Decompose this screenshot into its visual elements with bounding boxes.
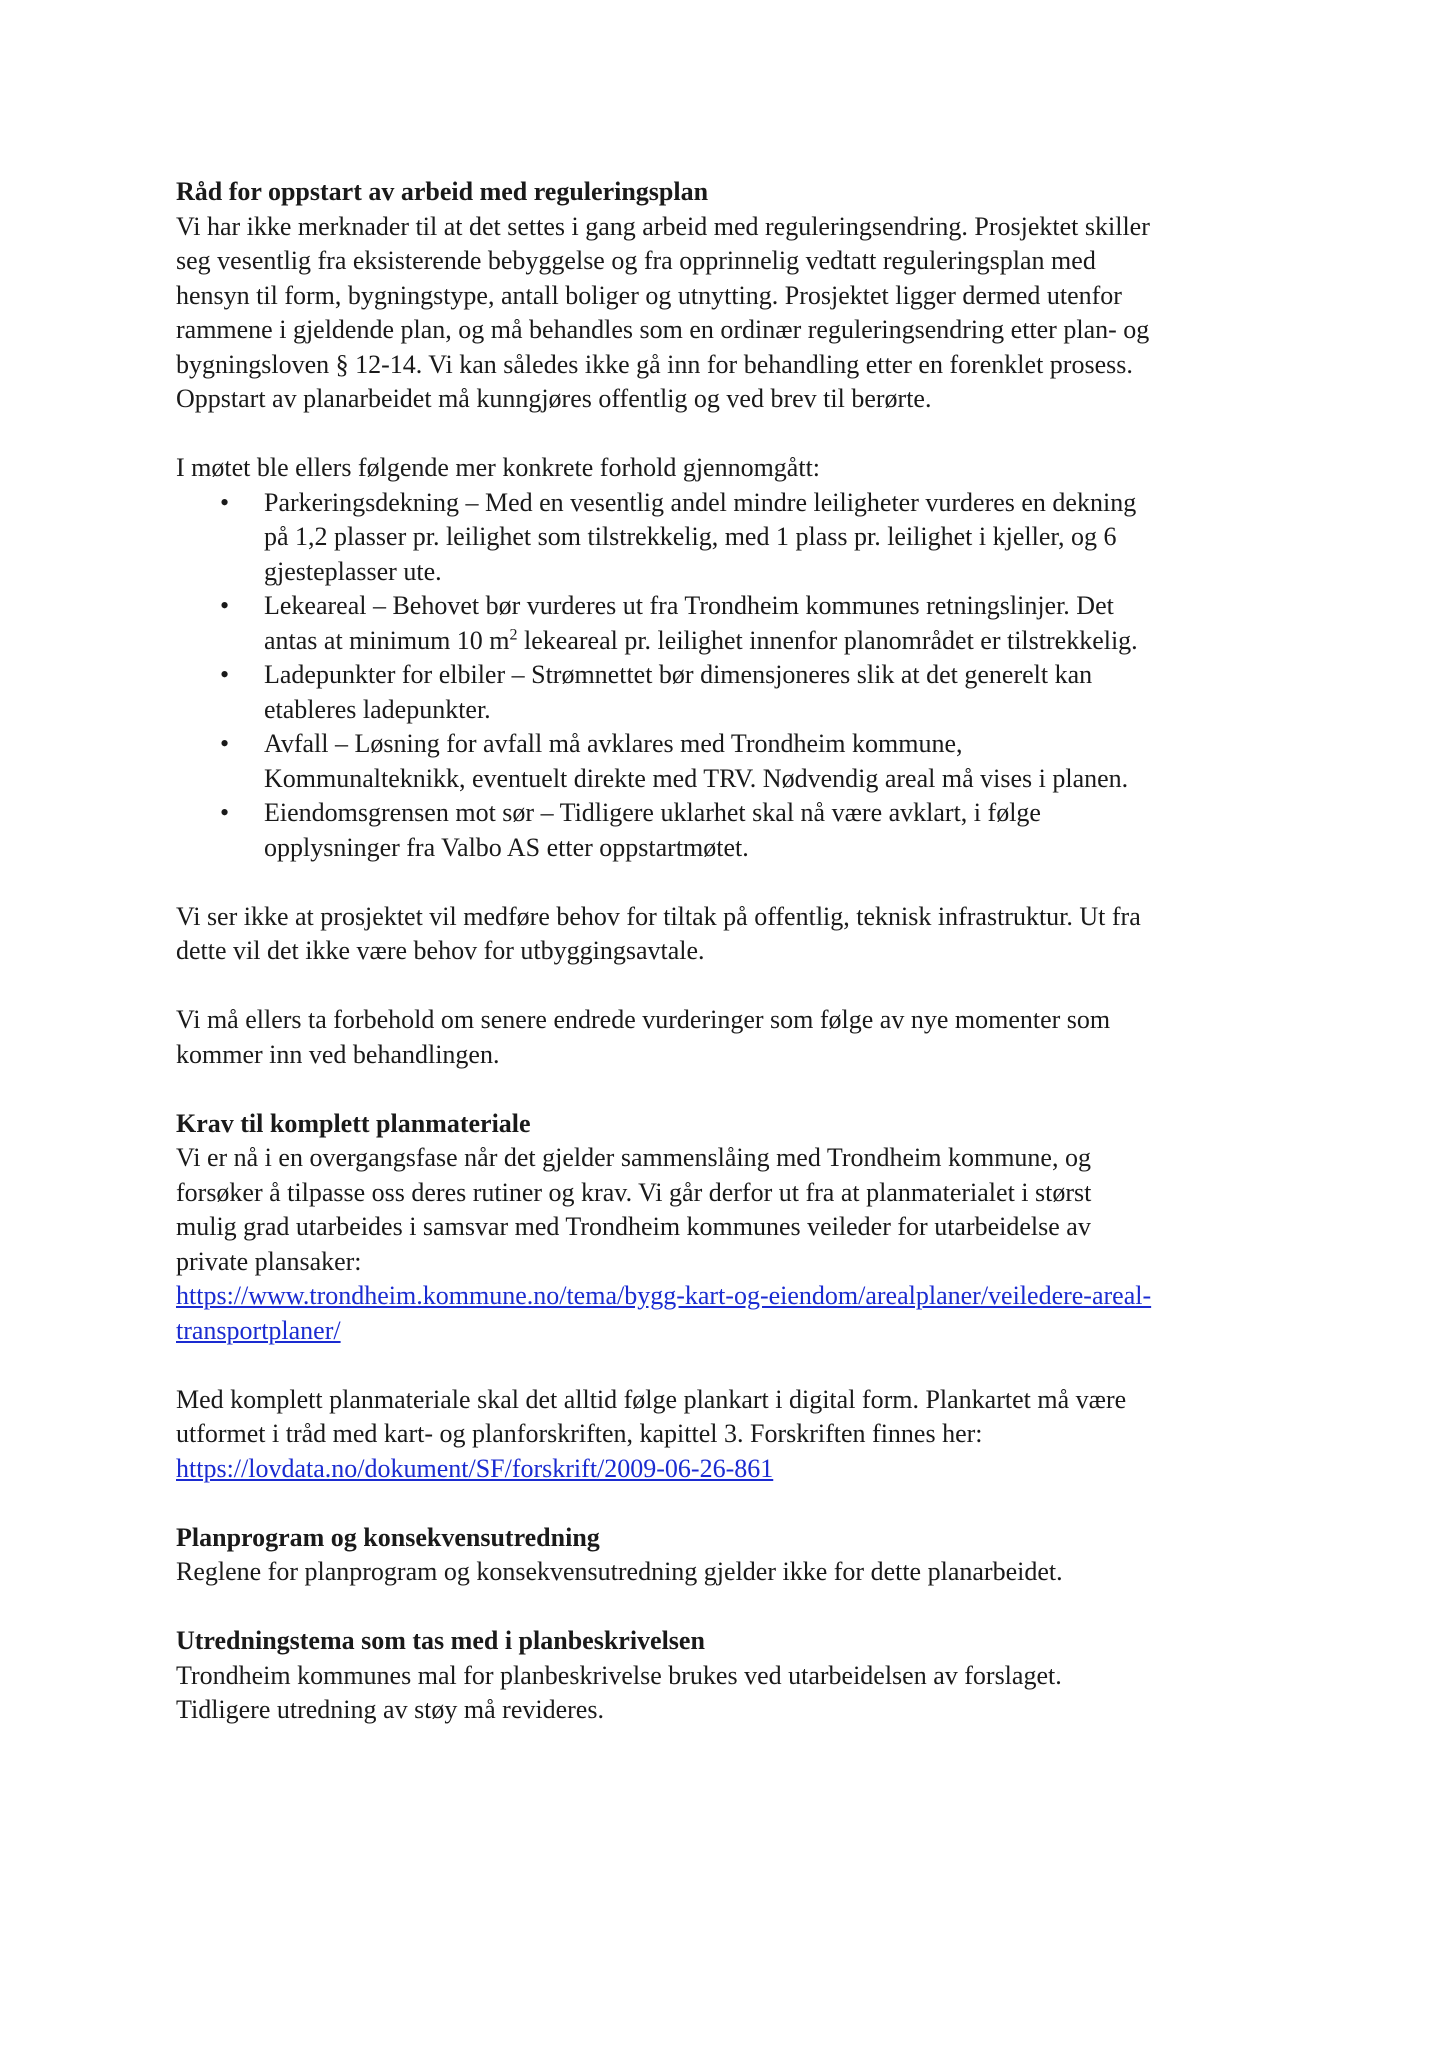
text-line: rammene i gjeldende plan, og må behandles som en ordinær reguleringsendring etter plan- og	[176, 315, 1150, 344]
text-line: seg vesentlig fra eksisterende bebyggelse og fra opprinnelig vedtatt reguleringsplan med	[176, 246, 1096, 275]
meeting-intro: I møtet ble ellers følgende mer konkrete forhold gjennomgått:	[176, 453, 821, 482]
text-line: etableres ladepunkter.	[264, 694, 491, 724]
paragraph-infrastructure	[176, 900, 1286, 969]
text-line: Lekeareal – Behovet bør vurderes ut fra Trondheim kommunes retningslinjer. Det	[264, 591, 1114, 620]
text-line: Ladepunkter for elbiler – Strømnettet bør dimensjoneres slik at det generelt kan	[264, 660, 1093, 689]
list-item	[176, 486, 1286, 590]
list-item	[176, 796, 1286, 865]
list-item	[176, 658, 1286, 727]
meeting-list	[176, 486, 1286, 866]
text-line: kommer inn ved behandlingen.	[176, 1039, 500, 1069]
text-line: antas at minimum 10 m	[264, 625, 510, 655]
bullet-icon: •	[220, 487, 230, 517]
heading-utredningstema: Utredningstema som tas med i planbeskrivelsen	[176, 1626, 705, 1655]
text-line: private plansaker:	[176, 1246, 362, 1276]
text-line: dette vil det ikke være behov for utbyggingsavtale.	[176, 936, 705, 965]
list-item	[176, 727, 1286, 796]
link-trondheim-veiledere[interactable]: https://www.trondheim.kommune.no/tema/bygg-kart-og-eiendom/arealplaner/veiledere-areal- transportplaner/	[176, 1281, 1152, 1345]
text-line: Oppstart av planarbeidet må kunngjøres offentlig og ved brev til berørte.	[176, 384, 932, 413]
bullet-icon: •	[220, 591, 230, 620]
text-line: utformet i tråd med kart- og planforskriften, kapittel 3. Forskriften finnes her:	[176, 1419, 983, 1448]
text-line: Eiendomsgrensen mot sør – Tidligere uklarhet skal nå være avklart, i følge	[264, 798, 1041, 827]
paragraph-reservation	[176, 1003, 1286, 1072]
text-line: Avfall – Løsning for avfall må avklares med Trondheim kommune,	[264, 729, 963, 758]
superscript: 2	[509, 625, 518, 643]
paragraph-oppstart	[176, 210, 1286, 417]
text-line: Med komplett planmateriale skal det alltid følge plankart i digital form. Plankartet må være	[176, 1384, 1127, 1414]
text-line: opplysninger fra Valbo AS etter oppstartmøtet.	[264, 832, 749, 862]
text-line: lekeareal pr. leilighet innenfor planområdet er tilstrekkelig.	[517, 625, 1138, 655]
list-item	[176, 589, 1286, 658]
text-line: forsøker å tilpasse oss deres rutiner og krav. Vi går derfor ut fra at planmaterialet i størst	[176, 1177, 1092, 1207]
text-line: Tidligere utredning av støy må revideres.	[176, 1695, 604, 1724]
paragraph-planprogram: Reglene for planprogram og konsekvensutredning gjelder ikke for dette planarbeidet.	[176, 1557, 1063, 1586]
heading-oppstart: Råd for oppstart av arbeid med reguleringsplan	[176, 177, 709, 206]
heading-planmateriale: Krav til komplett planmateriale	[176, 1108, 531, 1138]
text-line: Kommunalteknikk, eventuelt direkte med TRV. Nødvendig areal må vises i planen.	[264, 763, 1129, 793]
bullet-icon: •	[220, 660, 230, 689]
text-line: mulig grad utarbeides i samsvar med Trondheim kommunes veileder for utarbeidelse av	[176, 1212, 1091, 1241]
text-line: på 1,2 plasser pr. leilighet som tilstrekkelig, med 1 plass pr. leilighet i kjeller, og 6	[264, 522, 1117, 551]
text-line: Vi ser ikke at prosjektet vil medføre behov for tiltak på offentlig, teknisk infrastruktur. Ut fra	[176, 901, 1141, 931]
bullet-icon: •	[220, 729, 230, 758]
paragraph-plankart	[176, 1383, 1286, 1487]
text-line: Trondheim kommunes mal for planbeskrivelse brukes ved utarbeidelsen av forslaget.	[176, 1660, 1062, 1690]
link-lovdata-forskrift[interactable]: https://lovdata.no/dokument/SF/forskrift/2009-06-26-861	[176, 1453, 774, 1483]
text-line: gjesteplasser ute.	[264, 556, 442, 586]
text-line: bygningsloven § 12-14. Vi kan således ikke gå inn for behandling etter en forenklet prosess.	[176, 349, 1133, 379]
text-line: Vi må ellers ta forbehold om senere endrede vurderinger som følge av nye momenter som	[176, 1005, 1111, 1034]
paragraph-planmateriale	[176, 1141, 1286, 1348]
text-line: Parkeringsdekning – Med en vesentlig andel mindre leiligheter vurderes en dekning	[264, 487, 1137, 517]
bullet-icon: •	[220, 798, 230, 827]
document-page	[176, 175, 1286, 1728]
paragraph-utredningstema	[176, 1659, 1286, 1728]
heading-planprogram: Planprogram og konsekvensutredning	[176, 1522, 600, 1552]
text-line: Vi har ikke merknader til at det settes i gang arbeid med reguleringsendring. Prosjektet skiller	[176, 211, 1150, 241]
text-line: hensyn til form, bygningstype, antall boliger og utnytting. Prosjektet ligger dermed utenfor	[176, 280, 1122, 310]
text-line: Vi er nå i en overgangsfase når det gjelder sammenslåing med Trondheim kommune, og	[176, 1143, 1091, 1172]
